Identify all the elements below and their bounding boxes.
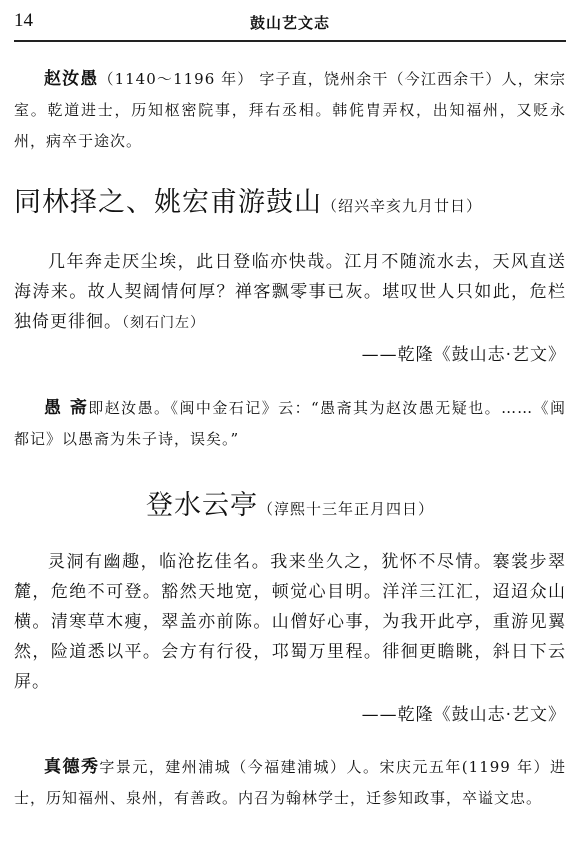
poem-title-text: 同林择之、姚宏甫游鼓山 — [14, 187, 322, 218]
author-note-yuzhai — [14, 393, 566, 455]
poem-date: （淳熙十三年正月四日） — [257, 500, 434, 518]
author-note-zhao-ruyu — [14, 64, 566, 157]
author-note-zhen-dexiu — [14, 752, 566, 814]
poem-body-shuiyunting: 灵洞有幽趣，临沧扢佳名。我来坐久之，犹怀不尽情。褰裳步翠麓，危绝不可登。豁然天地宽，顿觉心目明。洋洋三江汇，迢迢众山横。清寒草木瘦，翠盖亦前陈。山僧好心事，为我开此亭，重游见翼然，险道悉以平。会方有行役，邛蜀万里程。徘徊更瞻眺，斜日下云屏。 — [14, 552, 566, 692]
poem-title-tonglin — [14, 180, 566, 219]
author-note-text: （1140～1196 年） 字子直，饶州余干（今江西余干）人，宋宗室。乾道进士，历知枢密院事，拜右丞相。韩侂胄弄权，出知福州，又贬永州，病卒于途次。 — [14, 70, 567, 150]
poem-body-tonglin — [14, 247, 566, 338]
author-name: 愚 斋 — [44, 398, 89, 418]
author-note-text: 字景元，建州浦城（今福建浦城）人。宋庆元五年(1199 年）进士，历知福州、泉州，有善政。内召为翰林学士，迁参知政事，卒谥文忠。 — [14, 758, 567, 807]
poem-source-2: ——乾隆《鼓山志·艺文》 — [361, 705, 566, 725]
author-name: 真德秀 — [44, 757, 100, 777]
author-note-text: 即赵汝愚。《闽中金石记》云：“愚斋其为赵汝愚无疑也。……《闽都记》以愚斋为朱子诗，误矣。” — [14, 399, 566, 448]
header-rule — [14, 40, 566, 42]
poem-title-shuiyunting — [14, 483, 566, 522]
author-name: 赵汝愚 — [44, 69, 99, 89]
poem-inscription-note: （刻石门左） — [122, 315, 205, 331]
poem-body-text: 几年奔走厌尘埃，此日登临亦快哉。江月不随流水去，天风直送海涛来。故人契阔情何厚？禅客飘零事已灰。堪叹世人只如此，危栏独倚更徘徊。 — [14, 252, 566, 332]
page-number: 14 — [14, 10, 33, 31]
page-header — [14, 10, 566, 40]
running-title: 鼓山艺文志 — [249, 14, 330, 32]
poem-source-1: ——乾隆《鼓山志·艺文》 — [361, 345, 566, 365]
poem-date: （绍兴辛亥九月廿日） — [322, 197, 483, 215]
poem-title-text: 登水云亭 — [145, 490, 258, 521]
